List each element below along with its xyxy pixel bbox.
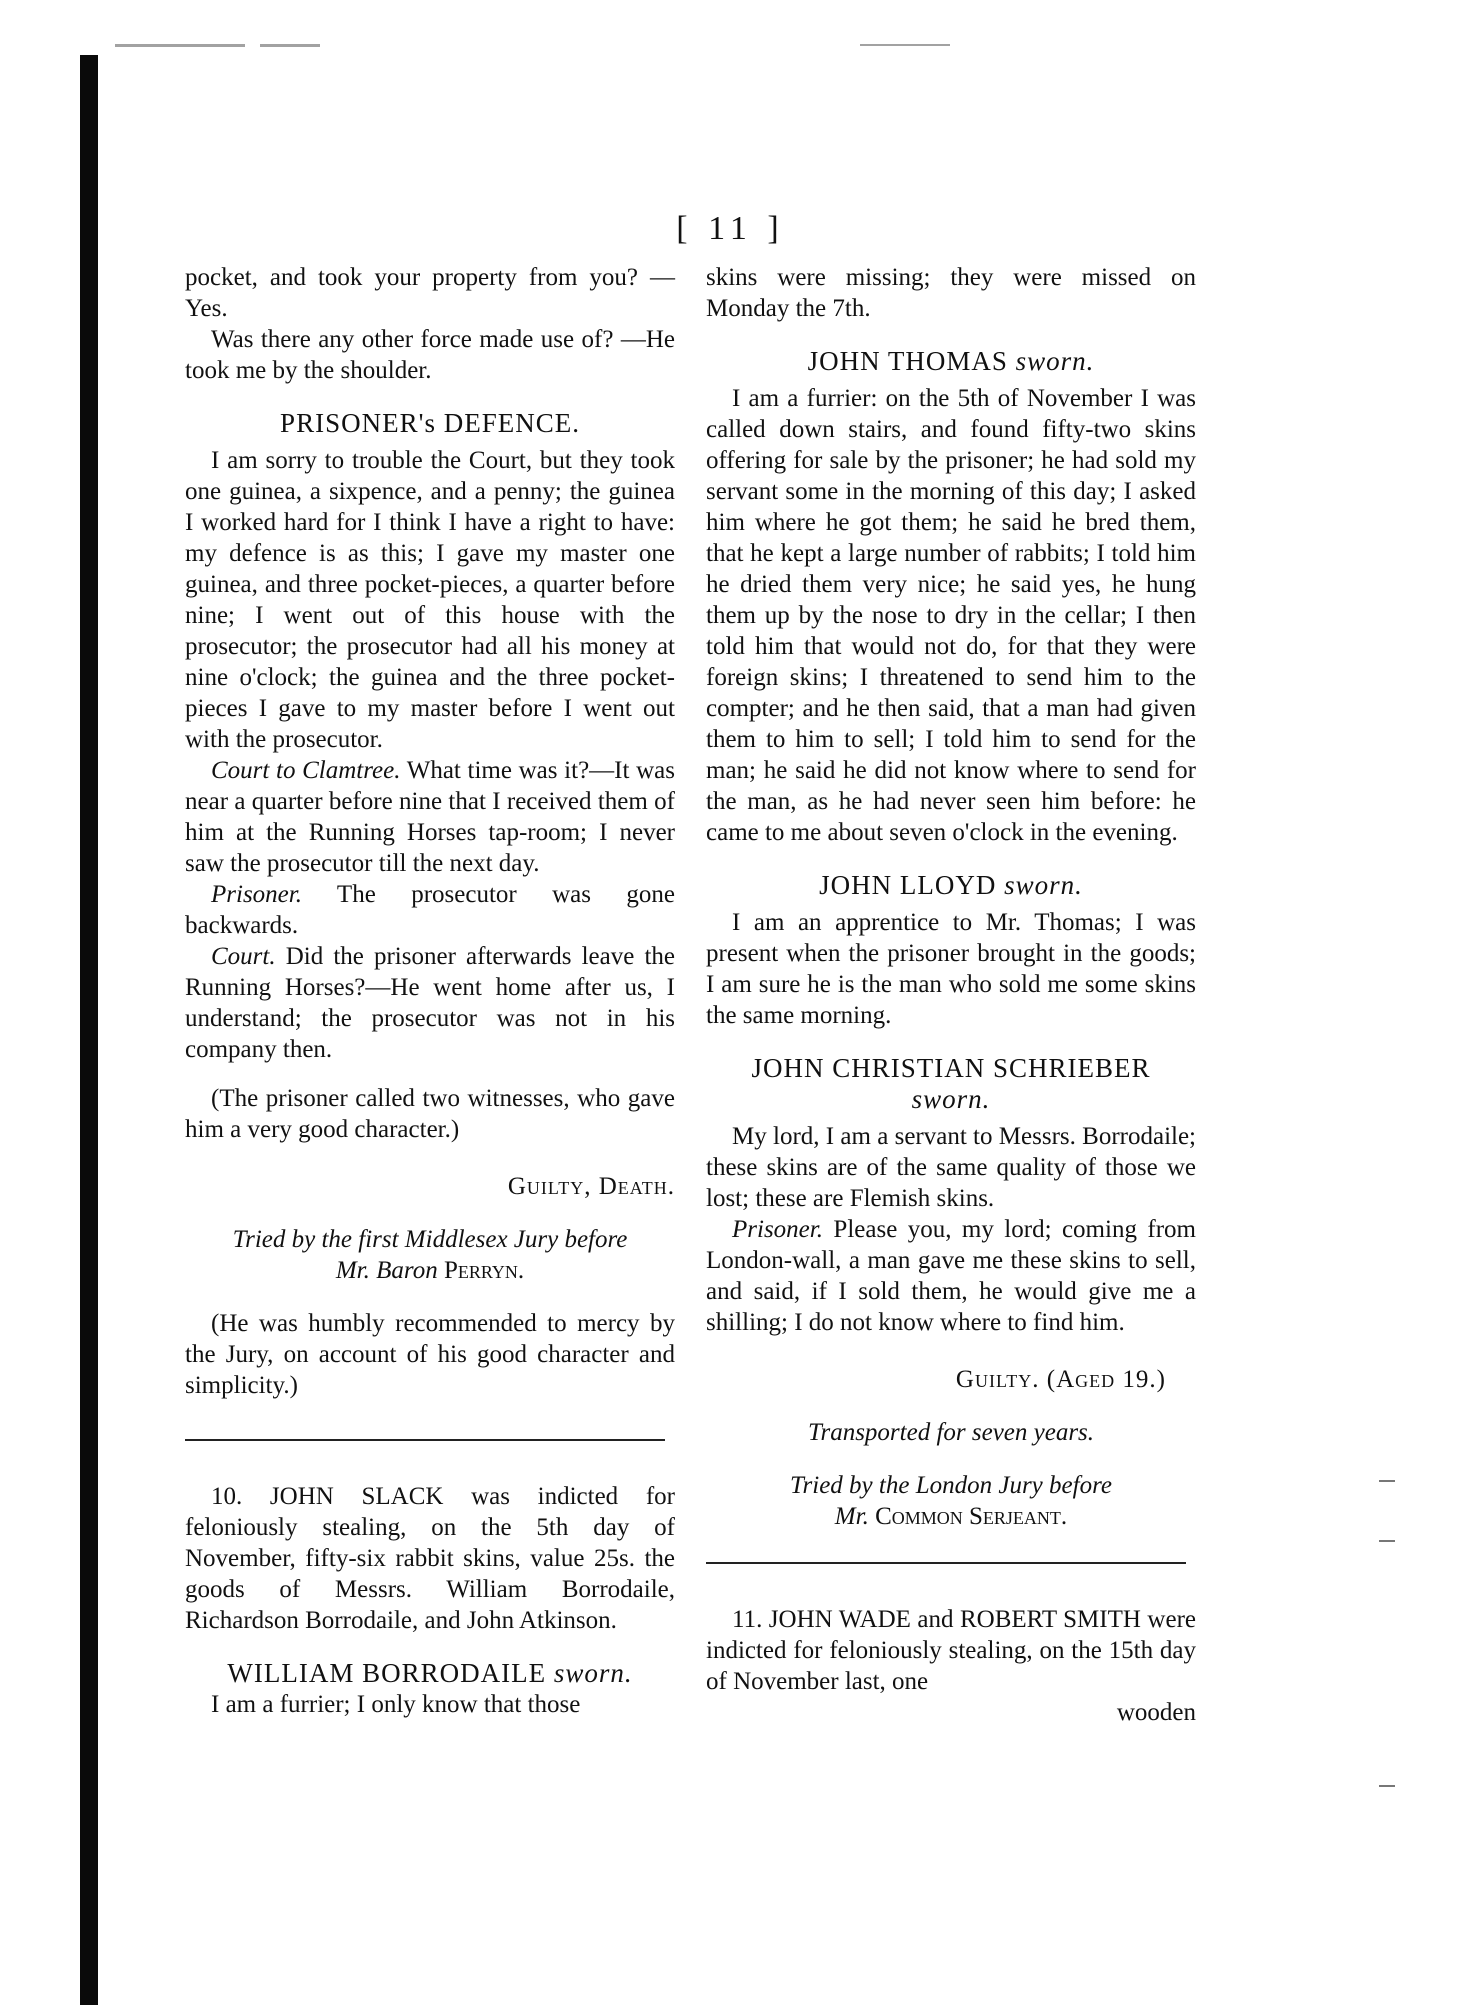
case-11-indictment: 11. JOHN WADE and ROBERT SMITH were indicted for feloniously stealing, on the 15th day of November last, one xyxy=(706,1606,1196,1695)
section-divider xyxy=(706,1562,1186,1564)
judge-prefix: Mr. xyxy=(834,1503,869,1530)
speaker-label: Court. xyxy=(211,943,276,970)
section-divider xyxy=(185,1439,665,1441)
defence-text: I am sorry to trouble the Court, but they took one guinea, a sixpence, and a penny; the guinea I worked hard for I think I have a right to have: my defence is as this; I gave my master one guinea, and three pocket-pieces, a quarter before nine; I went out of this house with the prosecutor; the prosecutor had all his money at nine o'clock; the guinea and the three pocket-pieces I gave to my master before I went out with the prosecutor. xyxy=(185,447,675,753)
case-10-indictment: 10. JOHN SLACK was indicted for feloniously stealing, on the 5th day of November, fifty-six rabbit skins, value 25s. the goods of Messrs. William Borrodaile, Richardson Borrodaile, and John Atkinson. xyxy=(185,1483,675,1634)
court-question-paragraph xyxy=(185,755,675,879)
witness-testimony: My lord, I am a servant to Messrs. Borrodaile; these skins are of the same quality of those we lost; these are Flemish skins. xyxy=(706,1123,1196,1212)
scan-noise xyxy=(260,44,320,47)
verdict: Guilty, Death. xyxy=(507,1173,675,1200)
witness-heading xyxy=(706,346,1196,377)
speaker-label: Prisoner. xyxy=(732,1216,823,1243)
judge-name: Common Serjeant. xyxy=(875,1503,1068,1530)
witness-heading xyxy=(185,1658,675,1689)
court-paragraph xyxy=(185,941,675,1065)
speaker-label: Prisoner. xyxy=(211,881,302,908)
right-column xyxy=(706,262,1196,1728)
testimony-continuation: skins were missing; they were missed on Monday the 7th. xyxy=(706,264,1196,322)
tried-by xyxy=(706,1470,1196,1532)
sworn-label: sworn. xyxy=(553,1658,633,1688)
page-number: [ 11 ] xyxy=(676,210,785,247)
witness-name: WILLIAM BORRODAILE xyxy=(227,1658,547,1688)
tried-by xyxy=(185,1224,675,1286)
witness-testimony: I am a furrier: on the 5th of November I was called down stairs, and found fifty-two skins offering for sale by the prisoner; he had sold my servant some in the morning of this day; I asked him where he got them; he said he bred them, that he kept a large number of rabbits; I told him he dried them very nice; he said yes, he hung them up by the nose to dry in the cellar; I then told him that would not do, for that they were foreign skins; I threatened to send him to the compter; and he then said, that a man had given them to him to sell; I told him to send for the man; he said he did not know where to send for the man, as he had never seen him before: he came to me about seven o'clock in the evening. xyxy=(706,385,1196,846)
margin-mark xyxy=(1379,1540,1395,1542)
sworn-label: sworn. xyxy=(1015,346,1095,376)
prisoner-paragraph xyxy=(185,879,675,941)
prisoner-paragraph xyxy=(706,1214,1196,1338)
witness-testimony: I am a furrier; I only know that those xyxy=(211,1691,581,1718)
speech-text: Did the prisoner afterwards leave the Running Horses?—He went home after us, I understand; the prosecutor was not in his company then. xyxy=(185,943,675,1063)
catchword: wooden xyxy=(1116,1699,1196,1726)
tried-by-text: Tried by the London Jury before xyxy=(790,1472,1112,1499)
left-column xyxy=(185,262,675,1720)
defence-heading: PRISONER's DEFENCE. xyxy=(280,408,580,438)
witness-name: JOHN THOMAS xyxy=(807,346,1008,376)
judge-prefix: Mr. Baron xyxy=(335,1257,438,1284)
witness-testimony: I am an apprentice to Mr. Thomas; I was present when the prisoner brought in the goods; I am sure he is the man who sold me some skins the same morning. xyxy=(706,909,1196,1029)
witness-name: JOHN CHRISTIAN SCHRIEBER xyxy=(751,1053,1151,1083)
scan-noise xyxy=(115,44,245,47)
scan-noise xyxy=(860,44,950,46)
margin-mark xyxy=(1379,1480,1395,1482)
speech-text: Please you, my lord; coming from London-wall, a man gave me these skins to sell, and said, if I sold them, he would give me a shilling; I do not know where to find him. xyxy=(706,1216,1196,1336)
speech-text: The prosecutor was gone backwards. xyxy=(185,881,675,939)
witnesses-note: (The prisoner called two witnesses, who gave him a very good character.) xyxy=(185,1085,675,1143)
verdict: Guilty. (Aged 19.) xyxy=(955,1366,1166,1393)
speaker-label: Court to Clamtree. xyxy=(211,757,401,784)
tried-by-text: Tried by the first Middlesex Jury before xyxy=(232,1226,628,1253)
speech-text: What time was it?—It was near a quarter before nine that I received them of him at the Running Horses tap-room; I never saw the prosecutor till the next day. xyxy=(185,757,675,877)
witness-name: JOHN LLOYD xyxy=(819,870,997,900)
mercy-recommendation: (He was humbly recommended to mercy by the Jury, on account of his good character and simplicity.) xyxy=(185,1310,675,1399)
sentence: Transported for seven years. xyxy=(807,1419,1095,1446)
margin-mark xyxy=(1379,1785,1395,1787)
sworn-label: sworn. xyxy=(1004,870,1083,900)
judge-name: Perryn. xyxy=(443,1257,525,1284)
testimony-question: Was there any other force made use of? —He took me by the shoulder. xyxy=(185,326,675,384)
testimony-continuation: pocket, and took your property from you? —Yes. xyxy=(185,264,675,322)
sworn-label: sworn. xyxy=(911,1084,991,1114)
page-binding-edge xyxy=(80,55,98,2005)
witness-heading xyxy=(706,870,1196,901)
witness-heading xyxy=(706,1053,1196,1115)
